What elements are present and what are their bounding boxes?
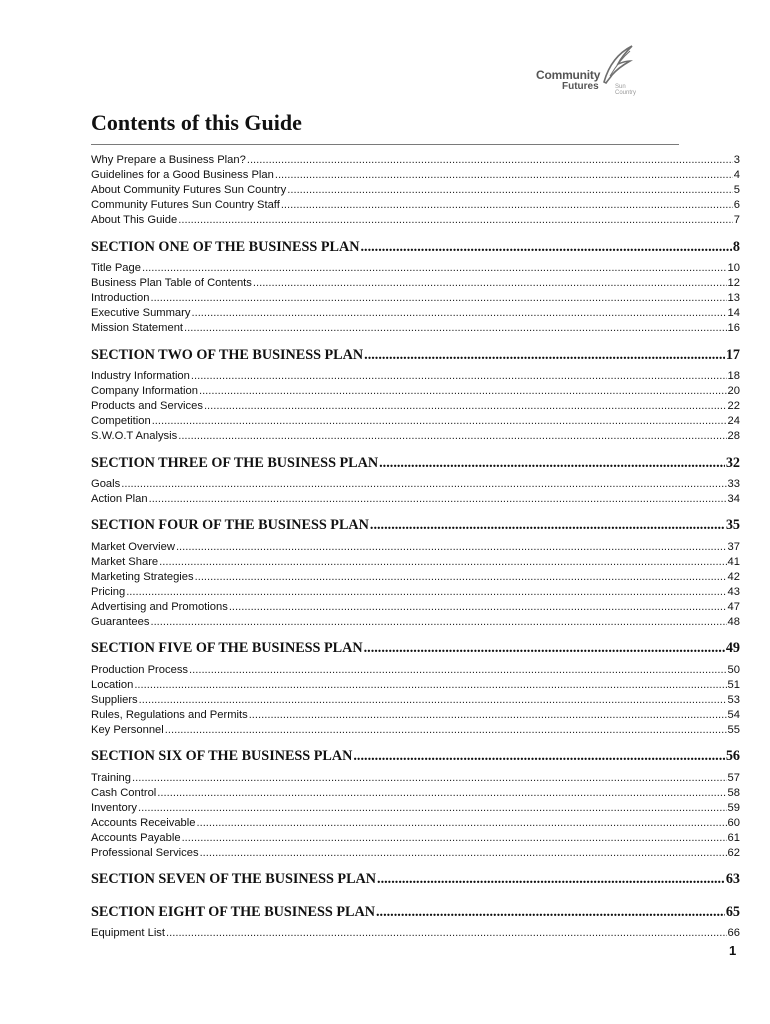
entry-label: Why Prepare a Business Plan?	[91, 154, 246, 166]
entry-label: Location	[91, 678, 134, 691]
entry-label: About Community Futures Sun Country	[91, 184, 287, 197]
dot-leader	[191, 370, 727, 382]
entry-label: Marketing Strategies	[91, 570, 194, 583]
page-reference: 12	[727, 277, 740, 290]
toc-entry[interactable]	[91, 154, 740, 169]
section-heading-label: SECTION TWO OF THE BUSINESS PLAN	[91, 346, 364, 363]
dot-leader	[249, 709, 727, 721]
entry-label: Advertising and Promotions	[91, 601, 228, 614]
dot-leader	[195, 571, 727, 583]
page-reference: 37	[727, 540, 740, 553]
page-reference: 14	[727, 307, 740, 320]
toc-entry[interactable]	[91, 832, 740, 847]
section-heading-label: SECTION THREE OF THE BUSINESS PLAN	[91, 454, 379, 471]
page-number: 1	[729, 943, 737, 958]
page-reference: 57	[727, 771, 740, 784]
page-reference: 56	[725, 748, 740, 765]
entry-label: Suppliers	[91, 694, 138, 706]
section-heading-label: SECTION EIGHT OF THE BUSINESS PLAN	[91, 903, 375, 920]
page-reference: 3	[733, 154, 740, 166]
page-reference: 32	[725, 454, 740, 471]
page-reference: 51	[727, 678, 740, 691]
entry-label: Guarantees	[91, 616, 150, 629]
entry-label: Guidelines for a Good Business Plan	[91, 169, 274, 182]
entry-label: Company Information	[91, 385, 198, 398]
dot-leader	[275, 169, 733, 181]
dot-leader	[178, 214, 733, 226]
page-reference: 43	[727, 586, 740, 598]
entry-label: Action Plan	[91, 493, 148, 506]
toc-entry[interactable]	[91, 370, 740, 385]
toc-entry[interactable]	[91, 847, 740, 862]
toc-entry[interactable]	[91, 556, 740, 571]
toc-entry[interactable]	[91, 184, 740, 199]
dot-leader	[138, 802, 727, 814]
dot-leader	[376, 904, 725, 921]
toc-entry[interactable]	[91, 601, 740, 616]
dot-leader	[370, 517, 725, 534]
page-reference: 41	[727, 555, 740, 568]
toc-entry[interactable]	[91, 292, 740, 307]
dot-leader	[360, 239, 731, 256]
dot-leader	[229, 601, 727, 613]
dot-leader	[379, 455, 725, 472]
page-reference: 13	[727, 292, 740, 305]
logo-text-community: Community	[536, 68, 601, 82]
toc-entry[interactable]	[91, 541, 740, 556]
dot-leader	[149, 493, 727, 505]
dot-leader	[353, 748, 724, 765]
dot-leader	[247, 154, 733, 166]
toc-section-heading[interactable]	[91, 871, 740, 891]
toc-entry[interactable]	[91, 400, 740, 415]
entry-label: Mission Statement	[91, 322, 184, 335]
dot-leader	[191, 307, 726, 319]
entry-label: Rules, Regulations and Permits	[91, 709, 248, 722]
title-divider	[91, 144, 679, 145]
page-reference: 58	[727, 786, 740, 799]
entry-label: Community Futures Sun Country Staff	[91, 199, 280, 212]
dot-leader	[176, 541, 727, 553]
page-reference: 49	[725, 640, 740, 657]
entry-label: About This Guide	[91, 214, 178, 227]
toc-entry[interactable]	[91, 478, 740, 493]
dot-leader	[199, 385, 727, 397]
dot-leader	[364, 640, 725, 657]
toc-section-heading[interactable]	[91, 239, 740, 259]
page-reference: 5	[733, 184, 740, 197]
page-reference: 54	[727, 709, 740, 722]
dot-leader	[152, 415, 727, 427]
toc-entry[interactable]	[91, 385, 740, 400]
page-reference: 60	[727, 817, 740, 830]
entry-label: Accounts Receivable	[91, 817, 196, 830]
toc-entry[interactable]	[91, 709, 740, 724]
toc-entry[interactable]	[91, 262, 740, 277]
page-reference: 55	[727, 724, 740, 737]
page-reference: 34	[727, 493, 740, 506]
entry-label: Products and Services	[91, 400, 203, 413]
page-reference: 28	[727, 430, 740, 443]
section-heading-label: SECTION FIVE OF THE BUSINESS PLAN	[91, 640, 363, 657]
entry-label: S.W.O.T Analysis	[91, 430, 178, 443]
page-reference: 10	[727, 262, 740, 274]
toc-entry[interactable]	[91, 430, 740, 445]
dot-leader	[200, 847, 727, 859]
dot-leader	[157, 787, 726, 799]
toc-entry[interactable]	[91, 724, 740, 739]
toc-entry[interactable]	[91, 307, 740, 322]
page-reference: 42	[727, 570, 740, 583]
entry-label: Training	[91, 771, 132, 784]
toc-entry[interactable]	[91, 664, 740, 679]
page-reference: 33	[727, 478, 740, 490]
entry-label: Pricing	[91, 586, 126, 598]
dot-leader	[253, 277, 727, 289]
entry-label: Title Page	[91, 262, 141, 274]
entry-label: Cash Control	[91, 786, 157, 799]
entry-label: Inventory	[91, 802, 138, 814]
dot-leader	[166, 927, 727, 939]
logo-text-sun-country: Sun Country	[615, 84, 637, 96]
toc-entry[interactable]	[91, 586, 740, 601]
entry-label: Accounts Payable	[91, 832, 181, 845]
toc-entry[interactable]	[91, 214, 740, 229]
dot-leader	[189, 664, 727, 676]
entry-label: Market Share	[91, 555, 159, 568]
toc-section-heading[interactable]	[91, 517, 740, 537]
dot-leader	[142, 262, 727, 274]
toc-section-heading[interactable]	[91, 748, 740, 768]
toc-section-heading[interactable]	[91, 347, 740, 367]
toc-entry[interactable]	[91, 787, 740, 802]
section-heading-label: SECTION SEVEN OF THE BUSINESS PLAN	[91, 871, 377, 888]
entry-label: Executive Summary	[91, 307, 191, 320]
logo-text-futures: Futures	[562, 81, 599, 92]
page-reference: 16	[727, 322, 740, 335]
entry-label: Goals	[91, 478, 121, 490]
dot-leader	[287, 184, 733, 196]
page-reference: 59	[727, 802, 740, 814]
dot-leader	[281, 199, 733, 211]
entry-label: Market Overview	[91, 540, 175, 553]
page-reference: 47	[727, 601, 740, 614]
section-heading-label: SECTION ONE OF THE BUSINESS PLAN	[91, 238, 360, 255]
toc-entry[interactable]	[91, 322, 740, 337]
toc-entry[interactable]	[91, 415, 740, 430]
page-reference: 53	[727, 694, 740, 706]
entry-label: Introduction	[91, 292, 150, 305]
dot-leader	[364, 347, 725, 364]
page-reference: 7	[733, 214, 740, 227]
toc-entry[interactable]	[91, 927, 740, 942]
page-reference: 66	[727, 927, 740, 940]
toc-entry[interactable]	[91, 694, 740, 709]
dot-leader	[121, 478, 726, 490]
entry-label: Equipment List	[91, 927, 166, 940]
dot-leader	[134, 679, 726, 691]
page-reference: 24	[727, 415, 740, 428]
dot-leader	[139, 694, 727, 706]
dot-leader	[159, 556, 726, 568]
dot-leader	[150, 616, 726, 628]
page-title: Contents of this Guide	[91, 110, 302, 135]
dot-leader	[377, 871, 725, 888]
page-reference: 8	[732, 238, 740, 255]
section-heading-label: SECTION SIX OF THE BUSINESS PLAN	[91, 748, 353, 765]
toc-entry[interactable]	[91, 616, 740, 631]
page-reference: 4	[733, 169, 740, 182]
page-reference: 61	[727, 832, 740, 845]
dot-leader	[184, 322, 727, 334]
entry-label: Professional Services	[91, 847, 199, 860]
community-futures-logo	[528, 42, 646, 94]
dot-leader	[150, 292, 726, 304]
toc-entry[interactable]	[91, 277, 740, 292]
entry-label: Production Process	[91, 663, 189, 676]
page-reference: 17	[725, 346, 740, 363]
dot-leader	[178, 430, 726, 442]
page-reference: 20	[727, 385, 740, 398]
dot-leader	[126, 586, 726, 598]
section-heading-label: SECTION FOUR OF THE BUSINESS PLAN	[91, 517, 369, 534]
page-reference: 6	[733, 199, 740, 212]
dot-leader	[204, 400, 727, 412]
page-reference: 63	[725, 871, 740, 888]
page-reference: 35	[725, 517, 740, 534]
toc-entry[interactable]	[91, 571, 740, 586]
toc-section-heading[interactable]	[91, 904, 740, 924]
toc-entry[interactable]	[91, 772, 740, 787]
dot-leader	[182, 832, 727, 844]
dot-leader	[196, 817, 726, 829]
page-reference: 22	[727, 400, 740, 413]
page-reference: 50	[727, 663, 740, 676]
page-reference: 48	[727, 616, 740, 629]
dot-leader	[132, 772, 727, 784]
dot-leader	[165, 724, 727, 736]
entry-label: Industry Information	[91, 370, 190, 382]
toc-section-heading[interactable]	[91, 640, 740, 660]
toc-entry[interactable]	[91, 817, 740, 832]
page-reference: 65	[725, 903, 740, 920]
page-reference: 18	[727, 370, 740, 382]
toc-entry[interactable]	[91, 679, 740, 694]
toc-entry[interactable]	[91, 493, 740, 508]
toc-entry[interactable]	[91, 199, 740, 214]
entry-label: Key Personnel	[91, 724, 164, 737]
entry-label: Competition	[91, 415, 151, 428]
page-reference: 62	[727, 847, 740, 860]
toc-section-heading[interactable]	[91, 455, 740, 475]
toc-entry[interactable]	[91, 802, 740, 817]
toc-entry[interactable]	[91, 169, 740, 184]
entry-label: Business Plan Table of Contents	[91, 277, 252, 290]
